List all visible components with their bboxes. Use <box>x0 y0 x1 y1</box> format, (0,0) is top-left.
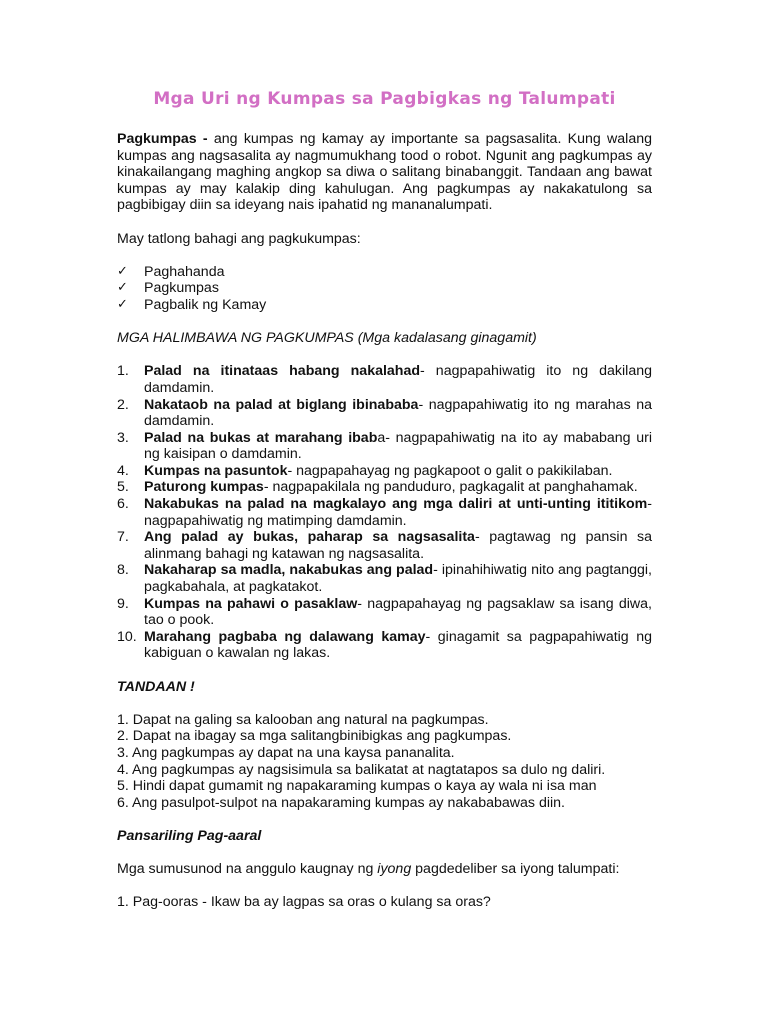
list-item: 5. Hindi dapat gumamit ng napakaraming kumpas o kaya ay wala ni isa man <box>117 778 597 795</box>
part-label: Paghahanda <box>144 263 225 280</box>
gesture-name: Palad na itinataas habang nakalahad <box>144 363 421 380</box>
gesture-name: Marahang pagbaba ng dalawang kamay <box>144 628 426 645</box>
gesture-name: Paturong kumpas <box>144 479 264 496</box>
tandaan-list <box>117 712 652 812</box>
item-number: 4. <box>117 462 129 479</box>
intro-emphasis: iyong <box>377 861 412 878</box>
list-item: 6. Ang pasulpot-sulpot na napakaraming kumpas ay nakababawas diin. <box>117 794 565 811</box>
gesture-meaning: - ipinahihiwatig nito ang pagtanggi, pagkabahala, at pagkatakot. <box>144 562 652 596</box>
list-item: 4. Ang pagkumpas ay nagsisimula sa balikatat at nagtatapos sa dulo ng daliri. <box>117 761 606 778</box>
list-item <box>117 596 652 629</box>
list-item <box>117 397 652 430</box>
item-number: 3. <box>117 429 129 446</box>
gesture-name: Nakataob na palad at biglang ibinababa <box>144 396 419 413</box>
gesture-meaning: - ginagamit sa pagpapahiwatig ng kabiguan o kawalan ng lakas. <box>144 628 652 662</box>
list-item <box>117 297 652 314</box>
list-item <box>117 562 652 595</box>
list-item <box>117 479 652 496</box>
list-item <box>117 430 652 463</box>
document-page <box>117 88 652 911</box>
gesture-meaning: - nagpapahiwatig ng matimping damdamin. <box>144 496 652 529</box>
list-item: 1. Dapat na galing sa kalooban ang natural na pagkumpas. <box>117 711 489 728</box>
pansarili-intro <box>117 861 652 878</box>
item-number: 6. <box>117 496 129 513</box>
checkmark-icon: ✓ <box>117 263 128 279</box>
list-item <box>117 280 652 297</box>
parts-list <box>117 264 652 314</box>
list-item <box>117 363 652 396</box>
gesture-meaning: - nagpapahayag ng pagkapoot o galit o pakikilaban. <box>287 462 613 479</box>
intro-after: pagdedeliber sa iyong talumpati: <box>411 861 620 878</box>
item-number: 8. <box>117 562 129 579</box>
examples-heading: MGA HALIMBAWA NG PAGKUMPAS (Mga kadalasang ginagamit) <box>117 330 537 347</box>
examples-list <box>117 363 652 662</box>
document-title: Mga Uri ng Kumpas sa Pagbigkas ng Talumpati <box>153 89 616 109</box>
intro-paragraph <box>117 131 652 214</box>
checkmark-icon: ✓ <box>117 280 128 296</box>
gesture-meaning: - nagpapahiwatig ito ng dakilang damdamin. <box>144 363 652 396</box>
gesture-name: Kumpas na pasuntok <box>144 462 288 479</box>
parts-intro: May tatlong bahagi ang pagkukumpas: <box>117 230 361 247</box>
list-item: 1. Pag-ooras - Ikaw ba ay lagpas sa oras o kulang sa oras? <box>117 894 491 911</box>
list-item <box>117 264 652 281</box>
item-number: 1. <box>117 363 129 380</box>
item-number: 5. <box>117 479 129 496</box>
intro-text: ang kumpas ng kamay ay importante sa pagsasalita. Kung walang kumpas ang nagsasalita ay nagmumukhang tood o robot. Ngunit ang pagkumpas ay kinakailangang maghing angkop sa diwa o salitang binabanggit. Tandaan ang bawat kumpas ay may kalakip ding kahulugan. Ang pagkumpas ay nakakatulong sa pagbibigay diin sa ideyang nais ipahatid ng mananalumpati. <box>117 131 653 214</box>
tandaan-heading: TANDAAN ! <box>117 678 195 695</box>
gesture-meaning: - pagtawag ng pansin sa alinmang bahagi ng katawan ng nagsasalita. <box>144 529 652 562</box>
gesture-name: Kumpas na pahawi o pasaklaw <box>144 595 358 612</box>
list-item: 2. Dapat na ibagay sa mga salitangbinibigkas ang pagkumpas. <box>117 728 512 745</box>
list-item <box>117 629 652 662</box>
item-number: 7. <box>117 529 129 546</box>
list-item <box>117 463 652 480</box>
item-number: 10. <box>117 628 137 645</box>
intro-term: Pagkumpas - <box>117 131 214 147</box>
checkmark-icon: ✓ <box>117 296 128 312</box>
intro-before: Mga sumusunod na anggulo kaugnay ng <box>117 861 378 878</box>
gesture-name: Ang palad ay bukas, paharap sa nagsasalita <box>144 529 475 546</box>
gesture-name: Nakaharap sa madla, nakabukas ang palad <box>144 562 434 579</box>
item-number: 9. <box>117 595 129 612</box>
item-number: 2. <box>117 396 129 413</box>
gesture-name: Palad na bukas at marahang ibab <box>144 429 378 446</box>
list-item <box>117 496 652 529</box>
gesture-meaning: - nagpapakilala ng panduduro, pagkagalit at panghahamak. <box>263 479 638 496</box>
list-item: 3. Ang pagkumpas ay dapat na una kaysa pananalita. <box>117 744 455 761</box>
list-item <box>117 529 652 562</box>
pansarili-heading: Pansariling Pag-aaral <box>117 827 262 844</box>
gesture-meaning: - nagpapahiwatig ito ng marahas na damdamin. <box>144 396 652 430</box>
part-label: Pagbalik ng Kamay <box>144 296 267 313</box>
gesture-meaning: a- nagpapahiwatig na ito ay mababang uri ng kaisipan o damdamin. <box>144 429 652 463</box>
gesture-meaning: - nagpapahayag ng pagsaklaw sa isang diwa, tao o pook. <box>144 595 652 629</box>
gesture-name: Nakabukas na palad na magkalayo ang mga daliri at unti-unting ititikom <box>144 496 648 513</box>
part-label: Pagkumpas <box>144 280 219 297</box>
